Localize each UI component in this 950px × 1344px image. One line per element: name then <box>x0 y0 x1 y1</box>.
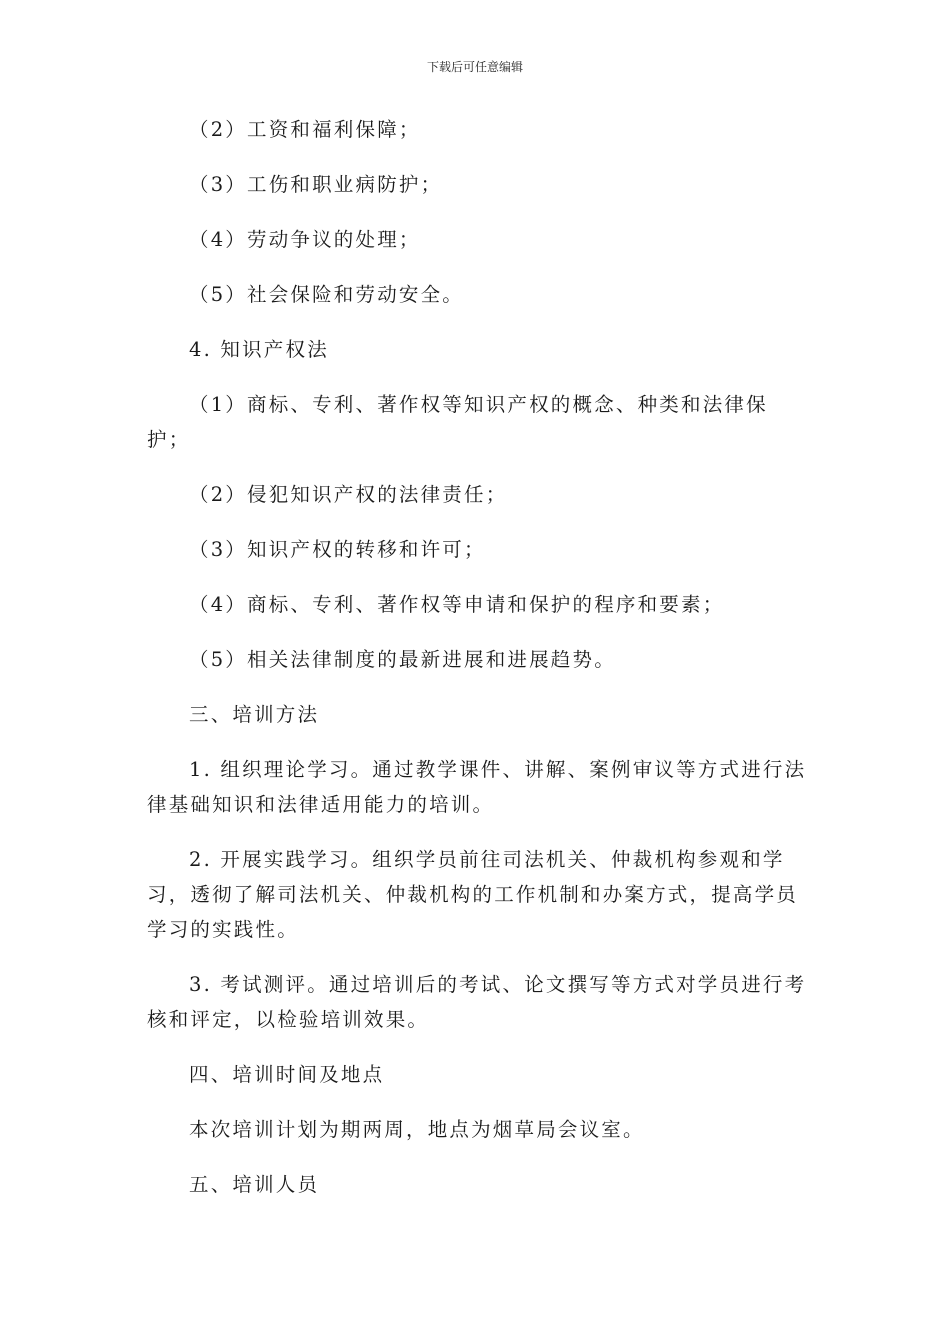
list-item: （2）工资和福利保障； <box>189 118 421 141</box>
list-item: （1）商标、专利、著作权等知识产权的概念、种类和法律保护； <box>147 393 768 451</box>
list-item: （4）商标、专利、著作权等申请和保护的程序和要素； <box>189 593 725 616</box>
list-item: （5）社会保险和劳动安全。 <box>189 283 465 306</box>
paragraph: 本次培训计划为期两周，地点为烟草局会议室。 <box>189 1118 645 1141</box>
section-heading: 五、培训人员 <box>189 1173 320 1196</box>
document-body <box>147 112 807 1222</box>
paragraph: 3. 考试测评。通过培训后的考试、论文撰写等方式对学员进行考核和评定，以检验培训效果。 <box>147 973 807 1031</box>
list-item: （3）工伤和职业病防护； <box>189 173 443 196</box>
list-item: （4）劳动争议的处理； <box>189 228 421 251</box>
list-item: （2）侵犯知识产权的法律责任； <box>189 483 508 506</box>
header-note: 下载后可任意编辑 <box>426 60 523 74</box>
paragraph: 2. 开展实践学习。组织学员前往司法机关、仲裁机构参观和学习，透彻了解司法机关、仲裁机构的工作机制和办案方式，提高学员学习的实践性。 <box>147 848 799 941</box>
list-item: （3）知识产权的转移和许可； <box>189 538 486 561</box>
list-item: （5）相关法律制度的最新进展和进展趋势。 <box>189 648 616 671</box>
section-heading: 三、培训方法 <box>189 703 320 726</box>
section-heading: 四、培训时间及地点 <box>189 1063 385 1086</box>
paragraph: 1. 组织理论学习。通过教学课件、讲解、案例审议等方式进行法律基础知识和法律适用能力的培训。 <box>147 758 807 816</box>
section-heading: 4. 知识产权法 <box>189 338 329 361</box>
